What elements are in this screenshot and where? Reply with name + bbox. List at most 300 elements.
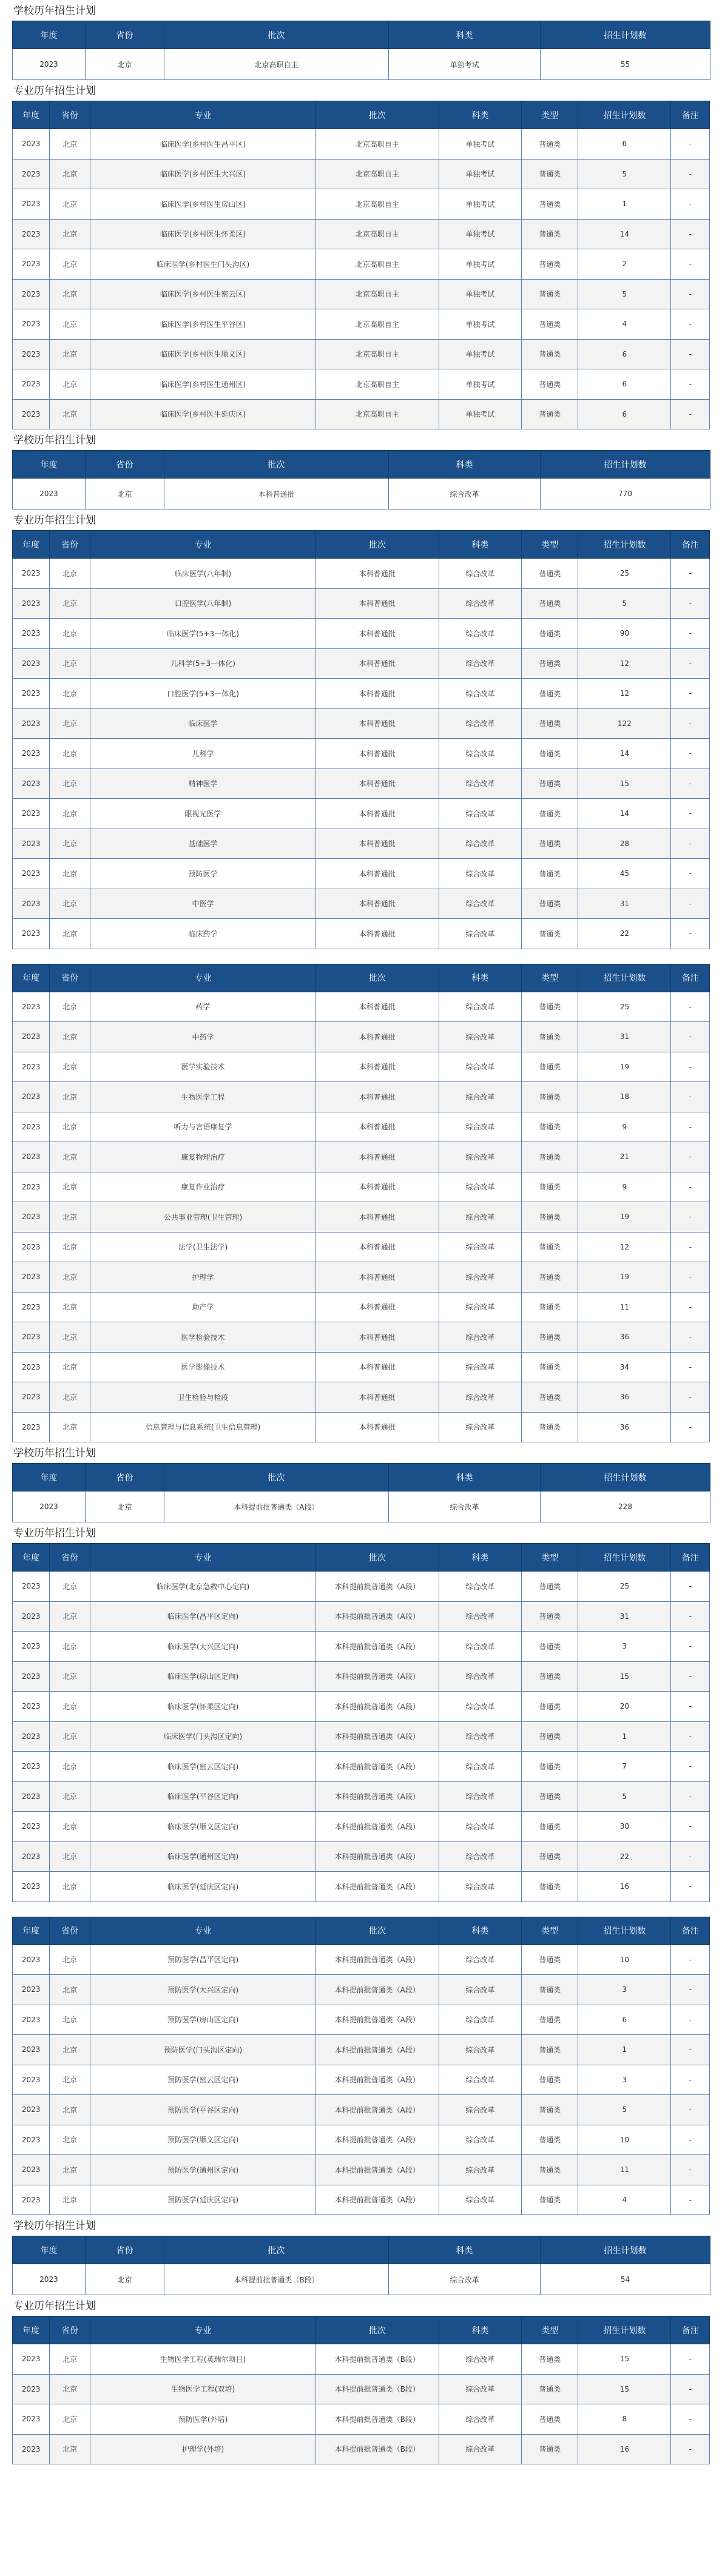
cell-major: 临床医学(门头沟区定向) — [90, 1721, 316, 1752]
cell-category: 综合改革 — [439, 1781, 522, 1812]
cell-province: 北京 — [50, 919, 90, 949]
cell-year: 2023 — [13, 768, 50, 799]
cell-major: 听力与言语康复学 — [90, 1112, 316, 1142]
cell-batch: 北京高职自主 — [164, 49, 389, 80]
column-header-plan-count: 招生计划数 — [578, 1544, 671, 1572]
cell-category: 综合改革 — [439, 2095, 522, 2125]
cell-type: 普通类 — [522, 1721, 578, 1752]
cell-year: 2023 — [13, 1052, 50, 1082]
cell-category: 综合改革 — [439, 1112, 522, 1142]
cell-province: 北京 — [50, 1232, 90, 1262]
table-row — [13, 648, 710, 679]
cell-category: 单独考试 — [439, 399, 522, 429]
cell-remark: - — [671, 1632, 710, 1662]
cell-year: 2023 — [13, 799, 50, 829]
cell-major: 预防医学(房山区定向) — [90, 2005, 316, 2035]
column-header-batch: 批次 — [316, 101, 439, 129]
cell-type: 普通类 — [522, 2095, 578, 2125]
cell-major: 预防医学(延庆区定向) — [90, 2185, 316, 2215]
cell-year: 2023 — [13, 1781, 50, 1812]
table-row — [13, 1721, 710, 1752]
cell-batch: 本科普通批 — [316, 708, 439, 739]
cell-type: 普通类 — [522, 1412, 578, 1442]
cell-batch: 北京高职自主 — [316, 369, 439, 400]
cell-year: 2023 — [13, 1412, 50, 1442]
cell-type: 普通类 — [522, 992, 578, 1022]
cell-plan-count: 9 — [578, 1172, 671, 1202]
cell-year: 2023 — [13, 399, 50, 429]
table-row — [13, 799, 710, 829]
table-body — [13, 49, 710, 80]
cell-batch: 北京高职自主 — [316, 189, 439, 220]
cell-year: 2023 — [13, 1022, 50, 1052]
cell-batch: 本科普通批 — [316, 1082, 439, 1112]
cell-plan-count: 14 — [578, 799, 671, 829]
cell-type: 普通类 — [522, 1352, 578, 1382]
cell-province: 北京 — [86, 479, 164, 509]
cell-type: 普通类 — [522, 1945, 578, 1975]
cell-type: 普通类 — [522, 1781, 578, 1812]
column-header-plan-count: 招生计划数 — [578, 531, 671, 559]
cell-plan-count: 6 — [578, 399, 671, 429]
table-row — [13, 2374, 710, 2404]
cell-year: 2023 — [13, 1692, 50, 1722]
table-header — [13, 1464, 710, 1491]
cell-province: 北京 — [50, 2434, 90, 2464]
cell-type: 普通类 — [522, 1382, 578, 1413]
school-plan-table — [12, 1463, 710, 1522]
cell-year: 2023 — [13, 2434, 50, 2464]
admission-plan-page — [0, 5, 722, 2464]
header-row — [13, 964, 710, 992]
column-header-year: 年度 — [13, 964, 50, 992]
cell-type: 普通类 — [522, 1142, 578, 1172]
cell-major: 卫生检验与检疫 — [90, 1382, 316, 1413]
cell-category: 综合改革 — [439, 1812, 522, 1842]
cell-year: 2023 — [13, 219, 50, 249]
cell-type: 普通类 — [522, 159, 578, 189]
cell-type: 普通类 — [522, 859, 578, 889]
table-row — [13, 2264, 710, 2295]
cell-type: 普通类 — [522, 708, 578, 739]
column-header-plan-count: 招生计划数 — [578, 2316, 671, 2344]
cell-year: 2023 — [13, 2264, 86, 2295]
cell-year: 2023 — [13, 559, 50, 589]
cell-major: 口腔医学(5+3一体化) — [90, 679, 316, 709]
cell-plan-count: 19 — [578, 1262, 671, 1293]
cell-remark: - — [671, 992, 710, 1022]
cell-year: 2023 — [13, 2344, 50, 2375]
cell-plan-count: 7 — [578, 1752, 671, 1782]
cell-province: 北京 — [50, 2374, 90, 2404]
cell-province: 北京 — [50, 2035, 90, 2065]
cell-category: 综合改革 — [439, 1082, 522, 1112]
table-row — [13, 1841, 710, 1872]
cell-year: 2023 — [13, 1082, 50, 1112]
cell-remark: - — [671, 1661, 710, 1692]
cell-category: 单独考试 — [389, 49, 541, 80]
table-row — [13, 829, 710, 859]
table-body — [13, 992, 710, 1442]
cell-province: 北京 — [50, 889, 90, 919]
cell-type: 普通类 — [522, 799, 578, 829]
cell-type: 普通类 — [522, 1262, 578, 1293]
cell-batch: 本科普通批 — [316, 1412, 439, 1442]
table-row — [13, 1382, 710, 1413]
cell-remark: - — [671, 1945, 710, 1975]
cell-batch: 本科提前批普通类（A段） — [316, 1692, 439, 1722]
column-header-remark: 备注 — [671, 101, 710, 129]
cell-province: 北京 — [50, 1781, 90, 1812]
header-row — [13, 531, 710, 559]
cell-plan-count: 770 — [541, 479, 710, 509]
table-row — [13, 339, 710, 369]
table-body — [13, 2264, 710, 2295]
table-row — [13, 369, 710, 400]
table-body — [13, 129, 710, 429]
column-header-province: 省份 — [86, 451, 164, 479]
column-header-category: 科类 — [389, 451, 541, 479]
cell-major: 预防医学(昌平区定向) — [90, 1945, 316, 1975]
table-row — [13, 1491, 710, 1522]
table-row — [13, 679, 710, 709]
school-plan-title: 学校历年招生计划 — [13, 434, 96, 446]
cell-major: 预防医学(顺义区定向) — [90, 2125, 316, 2155]
cell-province: 北京 — [50, 2155, 90, 2185]
cell-province: 北京 — [50, 1412, 90, 1442]
table-header — [13, 2236, 710, 2264]
cell-province: 北京 — [50, 1262, 90, 1293]
column-header-remark: 备注 — [671, 964, 710, 992]
cell-type: 普通类 — [522, 1322, 578, 1353]
cell-province: 北京 — [50, 559, 90, 589]
cell-plan-count: 12 — [578, 648, 671, 679]
column-header-type: 类型 — [522, 531, 578, 559]
cell-batch: 本科普通批 — [316, 1292, 439, 1322]
cell-type: 普通类 — [522, 1052, 578, 1082]
cell-province: 北京 — [50, 1572, 90, 1602]
column-header-province: 省份 — [50, 531, 90, 559]
major-plan-title: 专业历年招生计划 — [13, 514, 96, 526]
major-plan-title: 专业历年招生计划 — [13, 2300, 96, 2312]
cell-batch: 北京高职自主 — [316, 219, 439, 249]
cell-major: 临床医学(顺义区定向) — [90, 1812, 316, 1842]
cell-batch: 本科提前批普通类（A段） — [164, 1491, 389, 1522]
column-header-year: 年度 — [13, 451, 86, 479]
cell-year: 2023 — [13, 309, 50, 340]
cell-province: 北京 — [50, 2125, 90, 2155]
table-row — [13, 279, 710, 309]
cell-category: 单独考试 — [439, 279, 522, 309]
column-header-province: 省份 — [50, 2316, 90, 2344]
cell-batch: 本科提前批普通类（B段） — [316, 2344, 439, 2375]
cell-plan-count: 31 — [578, 889, 671, 919]
cell-year: 2023 — [13, 189, 50, 220]
cell-plan-count: 90 — [578, 619, 671, 649]
cell-type: 普通类 — [522, 1022, 578, 1052]
cell-year: 2023 — [13, 2185, 50, 2215]
cell-year: 2023 — [13, 1232, 50, 1262]
cell-province: 北京 — [50, 1632, 90, 1662]
major-plan-table — [12, 964, 710, 1443]
cell-year: 2023 — [13, 739, 50, 769]
cell-plan-count: 22 — [578, 1841, 671, 1872]
cell-type: 普通类 — [522, 339, 578, 369]
cell-year: 2023 — [13, 2095, 50, 2125]
cell-plan-count: 21 — [578, 1142, 671, 1172]
cell-province: 北京 — [50, 648, 90, 679]
table-row — [13, 129, 710, 160]
cell-plan-count: 54 — [541, 2264, 710, 2295]
cell-batch: 本科提前批普通类（A段） — [316, 2005, 439, 2035]
column-header-batch: 批次 — [316, 531, 439, 559]
cell-province: 北京 — [50, 1692, 90, 1722]
cell-year: 2023 — [13, 2404, 50, 2435]
cell-plan-count: 6 — [578, 2005, 671, 2035]
cell-batch: 本科提前批普通类（A段） — [316, 1721, 439, 1752]
column-header-year: 年度 — [13, 21, 86, 49]
cell-type: 普通类 — [522, 219, 578, 249]
cell-batch: 北京高职自主 — [316, 399, 439, 429]
cell-plan-count: 16 — [578, 1872, 671, 1902]
cell-major: 临床医学(昌平区定向) — [90, 1601, 316, 1632]
cell-type: 普通类 — [522, 739, 578, 769]
table-row — [13, 1872, 710, 1902]
cell-year: 2023 — [13, 1872, 50, 1902]
cell-remark: - — [671, 1382, 710, 1413]
cell-province: 北京 — [50, 1202, 90, 1233]
cell-major: 预防医学(门头沟区定向) — [90, 2035, 316, 2065]
table-row — [13, 1572, 710, 1602]
table-row — [13, 1781, 710, 1812]
cell-province: 北京 — [50, 1601, 90, 1632]
cell-category: 综合改革 — [439, 2434, 522, 2464]
cell-category: 综合改革 — [439, 739, 522, 769]
cell-type: 普通类 — [522, 2035, 578, 2065]
cell-remark: - — [671, 1172, 710, 1202]
cell-year: 2023 — [13, 588, 50, 619]
column-header-year: 年度 — [13, 101, 50, 129]
column-header-province: 省份 — [50, 1917, 90, 1945]
table-row — [13, 159, 710, 189]
cell-major: 临床医学 — [90, 708, 316, 739]
table-row — [13, 479, 710, 509]
cell-remark: - — [671, 1052, 710, 1082]
cell-type: 普通类 — [522, 1975, 578, 2005]
cell-batch: 北京高职自主 — [316, 309, 439, 340]
cell-major: 法学(卫生法学) — [90, 1232, 316, 1262]
table-row — [13, 2005, 710, 2035]
cell-type: 普通类 — [522, 2005, 578, 2035]
cell-plan-count: 6 — [578, 129, 671, 160]
cell-major: 临床医学(延庆区定向) — [90, 1872, 316, 1902]
table-header — [13, 964, 710, 992]
table-row — [13, 619, 710, 649]
column-header-remark: 备注 — [671, 1917, 710, 1945]
cell-type: 普通类 — [522, 2185, 578, 2215]
cell-major: 医学实验技术 — [90, 1052, 316, 1082]
cell-type: 普通类 — [522, 369, 578, 400]
cell-batch: 本科普通批 — [316, 1262, 439, 1293]
column-header-year: 年度 — [13, 2316, 50, 2344]
cell-major: 儿科学(5+3一体化) — [90, 648, 316, 679]
cell-major: 临床医学(平谷区定向) — [90, 1781, 316, 1812]
column-header-batch: 批次 — [316, 1917, 439, 1945]
table-row — [13, 219, 710, 249]
cell-year: 2023 — [13, 1262, 50, 1293]
cell-major: 信息管理与信息系统(卫生信息管理) — [90, 1412, 316, 1442]
cell-year: 2023 — [13, 619, 50, 649]
cell-province: 北京 — [50, 1022, 90, 1052]
cell-plan-count: 36 — [578, 1322, 671, 1353]
cell-category: 综合改革 — [439, 889, 522, 919]
cell-category: 综合改革 — [439, 1752, 522, 1782]
cell-province: 北京 — [50, 1292, 90, 1322]
cell-type: 普通类 — [522, 919, 578, 949]
cell-plan-count: 6 — [578, 369, 671, 400]
cell-year: 2023 — [13, 339, 50, 369]
cell-type: 普通类 — [522, 889, 578, 919]
cell-plan-count: 228 — [541, 1491, 710, 1522]
cell-major: 精神医学 — [90, 768, 316, 799]
cell-type: 普通类 — [522, 2125, 578, 2155]
column-header-type: 类型 — [522, 2316, 578, 2344]
header-row — [13, 21, 710, 49]
column-header-year: 年度 — [13, 531, 50, 559]
cell-category: 综合改革 — [439, 588, 522, 619]
column-header-category: 科类 — [389, 2236, 541, 2264]
cell-plan-count: 11 — [578, 1292, 671, 1322]
cell-remark: - — [671, 1721, 710, 1752]
cell-plan-count: 31 — [578, 1022, 671, 1052]
table-row — [13, 1172, 710, 1202]
column-header-category: 科类 — [439, 2316, 522, 2344]
table-row — [13, 49, 710, 80]
cell-type: 普通类 — [522, 1572, 578, 1602]
cell-major: 临床医学(八年制) — [90, 559, 316, 589]
cell-major: 临床医学(房山区定向) — [90, 1661, 316, 1692]
cell-category: 综合改革 — [439, 1721, 522, 1752]
cell-batch: 本科普通批 — [316, 889, 439, 919]
cell-province: 北京 — [50, 739, 90, 769]
column-header-year: 年度 — [13, 1544, 50, 1572]
cell-province: 北京 — [50, 2404, 90, 2435]
column-header-batch: 批次 — [316, 2316, 439, 2344]
major-plan-table — [12, 530, 710, 949]
cell-plan-count: 1 — [578, 189, 671, 220]
cell-type: 普通类 — [522, 1172, 578, 1202]
cell-remark: - — [671, 739, 710, 769]
cell-batch: 本科普通批 — [316, 559, 439, 589]
cell-major: 临床医学(乡村医生通州区) — [90, 369, 316, 400]
cell-plan-count: 5 — [578, 2095, 671, 2125]
cell-category: 综合改革 — [439, 2344, 522, 2375]
cell-plan-count: 14 — [578, 219, 671, 249]
cell-category: 单独考试 — [439, 189, 522, 220]
major-plan-table — [12, 1917, 710, 2216]
cell-remark: - — [671, 399, 710, 429]
cell-plan-count: 28 — [578, 829, 671, 859]
header-row — [13, 1544, 710, 1572]
cell-plan-count: 8 — [578, 2404, 671, 2435]
cell-batch: 本科普通批 — [316, 992, 439, 1022]
cell-major: 生物医学工程(双培) — [90, 2374, 316, 2404]
cell-batch: 本科普通批 — [316, 1322, 439, 1353]
cell-category: 综合改革 — [439, 1945, 522, 1975]
cell-year: 2023 — [13, 1382, 50, 1413]
cell-plan-count: 36 — [578, 1382, 671, 1413]
column-header-category: 科类 — [439, 531, 522, 559]
cell-year: 2023 — [13, 1491, 86, 1522]
cell-year: 2023 — [13, 1142, 50, 1172]
cell-category: 综合改革 — [439, 1412, 522, 1442]
cell-type: 普通类 — [522, 559, 578, 589]
header-row — [13, 2316, 710, 2344]
cell-remark: - — [671, 129, 710, 160]
table-row — [13, 919, 710, 949]
table-row — [13, 588, 710, 619]
cell-remark: - — [671, 619, 710, 649]
cell-province: 北京 — [50, 219, 90, 249]
cell-province: 北京 — [50, 159, 90, 189]
column-header-category: 科类 — [439, 1544, 522, 1572]
cell-category: 综合改革 — [389, 1491, 541, 1522]
cell-type: 普通类 — [522, 309, 578, 340]
cell-province: 北京 — [50, 619, 90, 649]
cell-year: 2023 — [13, 1752, 50, 1782]
table-header — [13, 531, 710, 559]
table-gap — [12, 1902, 710, 1917]
cell-plan-count: 9 — [578, 1112, 671, 1142]
column-header-province: 省份 — [86, 2236, 164, 2264]
column-header-category: 科类 — [439, 1917, 522, 1945]
cell-province: 北京 — [50, 1752, 90, 1782]
cell-remark: - — [671, 1112, 710, 1142]
cell-type: 普通类 — [522, 1812, 578, 1842]
cell-plan-count: 15 — [578, 768, 671, 799]
cell-type: 普通类 — [522, 1661, 578, 1692]
column-header-plan-count: 招生计划数 — [578, 1917, 671, 1945]
column-header-plan-count: 招生计划数 — [541, 1464, 710, 1491]
cell-remark: - — [671, 1812, 710, 1842]
cell-major: 临床医学(通州区定向) — [90, 1841, 316, 1872]
cell-type: 普通类 — [522, 2155, 578, 2185]
table-header — [13, 1544, 710, 1572]
cell-batch: 本科提前批普通类（A段） — [316, 1781, 439, 1812]
cell-major: 临床医学(乡村医生门头沟区) — [90, 249, 316, 280]
cell-major: 护理学(外培) — [90, 2434, 316, 2464]
cell-plan-count: 25 — [578, 1572, 671, 1602]
cell-major: 医学检验技术 — [90, 1322, 316, 1353]
cell-province: 北京 — [50, 1322, 90, 1353]
cell-remark: - — [671, 829, 710, 859]
cell-major: 预防医学(大兴区定向) — [90, 1975, 316, 2005]
column-header-major: 专业 — [90, 1917, 316, 1945]
cell-type: 普通类 — [522, 1202, 578, 1233]
cell-type: 普通类 — [522, 1232, 578, 1262]
table-row — [13, 249, 710, 280]
cell-category: 综合改革 — [439, 1232, 522, 1262]
cell-batch: 本科普通批 — [316, 768, 439, 799]
cell-type: 普通类 — [522, 679, 578, 709]
cell-category: 综合改革 — [439, 1841, 522, 1872]
cell-year: 2023 — [13, 1601, 50, 1632]
cell-year: 2023 — [13, 1975, 50, 2005]
cell-batch: 本科普通批 — [316, 1232, 439, 1262]
table-row — [13, 2125, 710, 2155]
cell-remark: - — [671, 369, 710, 400]
school-plan-title: 学校历年招生计划 — [13, 5, 96, 17]
